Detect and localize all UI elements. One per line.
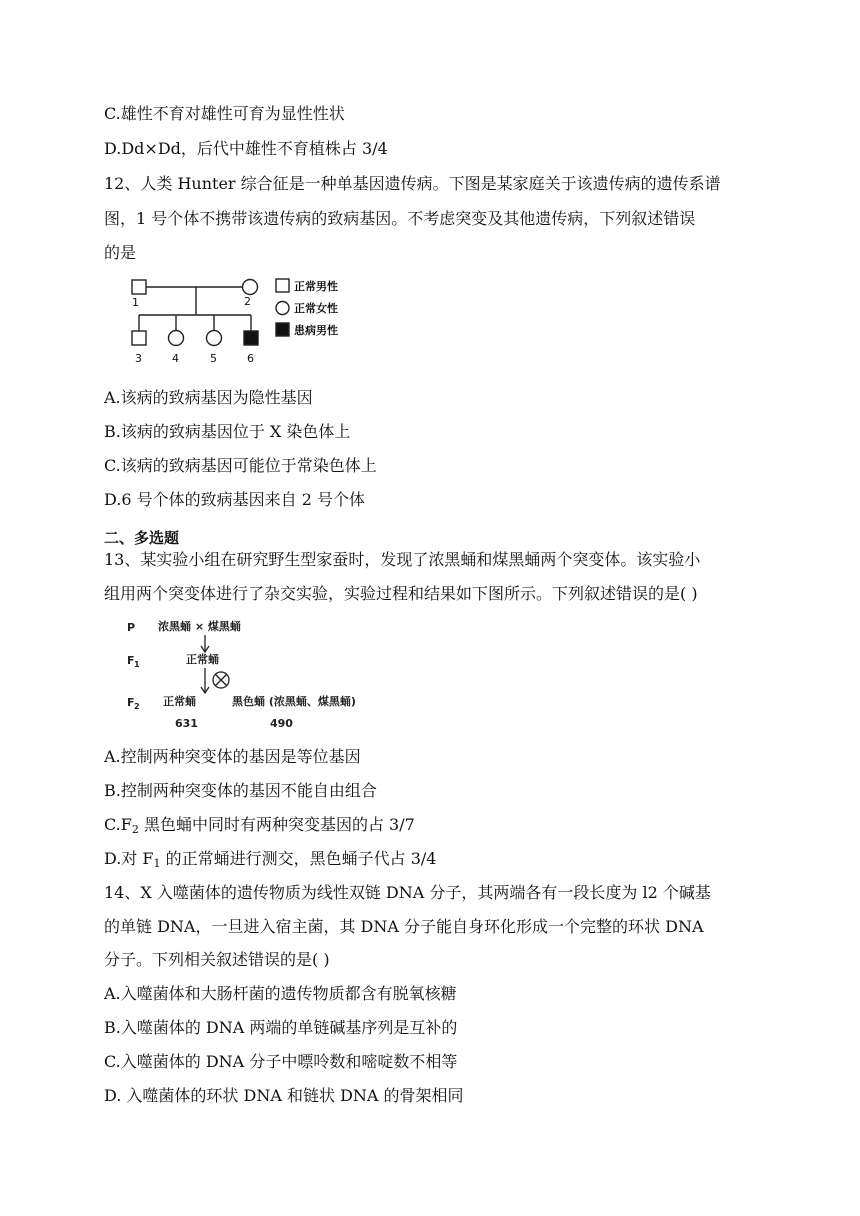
pedigree-individual-4	[169, 331, 184, 346]
q12-option-c: C.该病的致病基因可能位于常染色体上	[104, 456, 377, 475]
q14-option-d: D. 入噬菌体的环状 DNA 和链状 DNA 的骨架相同	[104, 1086, 464, 1105]
q13-option-b: B.控制两种突变体的基因不能自由组合	[104, 781, 377, 800]
q13-stem-line1: 13、某实验小组在研究野生型家蚕时，发现了浓黑蛹和煤黑蛹两个突变体。该实验小	[104, 550, 701, 569]
pedigree-label-6: 6	[247, 352, 254, 365]
pedigree-individual-3	[132, 331, 146, 345]
q13-option-c: $C.F_2$ 黑色蛹中同时有两种突变基因的占 3/7	[104, 815, 415, 836]
pedigree-label-5: 5	[210, 352, 217, 365]
cross-f2-sub: 2	[134, 702, 140, 711]
pedigree-individual-1	[132, 280, 146, 294]
pedigree-individual-5	[207, 331, 222, 346]
q12-option-d: D.6 号个体的致病基因来自 2 号个体	[104, 490, 365, 509]
pedigree-label-3: 3	[135, 352, 142, 365]
q12-stem-line2: 图，1 号个体不携带该遗传病的致病基因。不考虑突变及其他遗传病，下列叙述错误	[104, 209, 696, 228]
pedigree-individual-6	[244, 331, 258, 345]
q11-option-c: C.雄性不育对雄性可育为显性性状	[104, 104, 345, 123]
q11-option-d: D.Dd×Dd，后代中雄性不育植株占 3/4	[104, 139, 388, 158]
cross-f2-normal: 正常蛹	[163, 695, 196, 708]
pedigree-label-4: 4	[172, 352, 179, 365]
cross-f2-label: F	[127, 696, 135, 709]
q12-option-b: B.该病的致病基因位于 X 染色体上	[104, 422, 351, 441]
legend-normal-female: 正常女性	[294, 302, 338, 315]
q13-option-d: D.对 $F_1$ 的正常蛹进行测交，黑色蛹子代占 3/4	[104, 849, 437, 870]
cross-f2-normal-count: 631	[175, 717, 198, 730]
legend-normal-male: 正常男性	[294, 280, 338, 293]
legend-normal-male-symbol	[276, 279, 289, 292]
legend-affected-male: 患病男性	[294, 324, 338, 337]
pedigree-label-2: 2	[244, 295, 251, 308]
q14-option-a: A.入噬菌体和大肠杆菌的遗传物质都含有脱氧核糖	[104, 984, 457, 1003]
q12-stem-line3: 的是	[104, 243, 137, 262]
section-title-multiple-choice: 二、多选题	[104, 529, 180, 547]
cross-f1-label: F	[127, 654, 135, 667]
q13-option-a: A.控制两种突变体的基因是等位基因	[104, 747, 361, 766]
pedigree-individual-2	[243, 280, 258, 295]
q14-stem-line2: 的单链 DNA，一旦进入宿主菌，其 DNA 分子能自身环化形成一个完整的环状 DNA	[104, 917, 704, 936]
cross-p-label: P	[127, 621, 136, 634]
q14-stem-line1: 14、X 入噬菌体的遗传物质为线性双链 DNA 分子，其两端各有一段长度为 l2 个碱基	[104, 883, 711, 902]
pedigree-label-1: 1	[132, 296, 139, 309]
selfing-symbol	[213, 672, 229, 688]
cross-f2-black-count: 490	[270, 717, 293, 730]
q14-option-c: C.入噬菌体的 DNA 分子中嘌呤数和嘧啶数不相等	[104, 1052, 458, 1071]
cross-f1-offspring: 正常蛹	[186, 653, 219, 666]
q13-stem-line2: 组用两个突变体进行了杂交实验，实验过程和结果如下图所示。下列叙述错误的是( )	[104, 584, 698, 603]
q14-stem-line3: 分子。下列相关叙述错误的是( )	[104, 950, 330, 969]
cross-f1-sub: 1	[134, 660, 140, 669]
cross-f2-black: 黑色蛹 (浓黑蛹、煤黑蛹)	[232, 695, 356, 708]
q12-stem-line1: 12、人类 Hunter 综合征是一种单基因遗传病。下图是某家庭关于该遗传病的遗传系谱	[104, 174, 721, 193]
q12-option-a: A.该病的致病基因为隐性基因	[104, 388, 313, 407]
legend-normal-female-symbol	[276, 302, 289, 315]
q14-option-b: B.入噬菌体的 DNA 两端的单链碱基序列是互补的	[104, 1018, 458, 1037]
legend-affected-male-symbol	[276, 323, 289, 336]
pedigree-chart	[118, 272, 378, 368]
cross-diagram	[120, 614, 400, 732]
cross-p-parents: 浓黑蛹 × 煤黑蛹	[158, 620, 241, 633]
